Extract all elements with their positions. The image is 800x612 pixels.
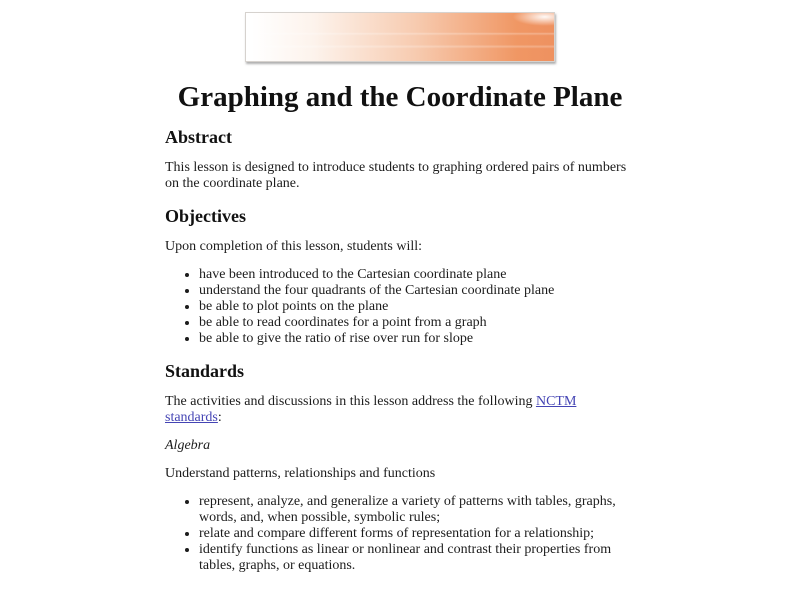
standards-list — [165, 494, 635, 574]
standards-strand-description: Understand patterns, relationships and functions — [165, 466, 436, 482]
standards-strand-title: Algebra — [165, 438, 211, 454]
abstract-heading: Abstract — [165, 127, 232, 148]
standards-intro — [165, 394, 635, 426]
abstract-body: This lesson is designed to introduce students to graphing ordered pairs of numbers on the coordinate plane. — [165, 160, 627, 192]
objectives-intro: Upon completion of this lesson, students will: — [165, 239, 423, 255]
objective-item: • have been introduced to the Cartesian coordinate plane — [199, 267, 635, 283]
standards-intro-text: The activities and discussions in this lesson address the following — [165, 394, 536, 410]
objective-item: • be able to plot points on the plane — [199, 299, 635, 315]
standard-item: • relate and compare different forms of representation for a relationship; — [199, 526, 635, 542]
objectives-heading: Objectives — [165, 206, 246, 227]
nctm-standards-link[interactable]: NCTM standards — [165, 394, 577, 426]
standard-item: • represent, analyze, and generalize a variety of patterns with tables, graphs, words, and, when possible, symbolic rules; — [199, 494, 635, 526]
banner-image — [245, 12, 555, 62]
objective-item: • understand the four quadrants of the Cartesian coordinate plane — [199, 283, 635, 299]
standards-intro-colon: : — [217, 410, 222, 426]
objective-item: • be able to give the ratio of rise over run for slope — [199, 331, 635, 347]
standards-heading: Standards — [165, 361, 245, 382]
objectives-list — [165, 267, 635, 347]
objective-item: • be able to read coordinates for a point from a graph — [199, 315, 635, 331]
standard-item: • identify functions as linear or nonlinear and contrast their properties from tables, graphs, or equations. — [199, 542, 635, 574]
page-title: Graphing and the Coordinate Plane — [177, 81, 623, 113]
page-content — [165, 12, 635, 574]
